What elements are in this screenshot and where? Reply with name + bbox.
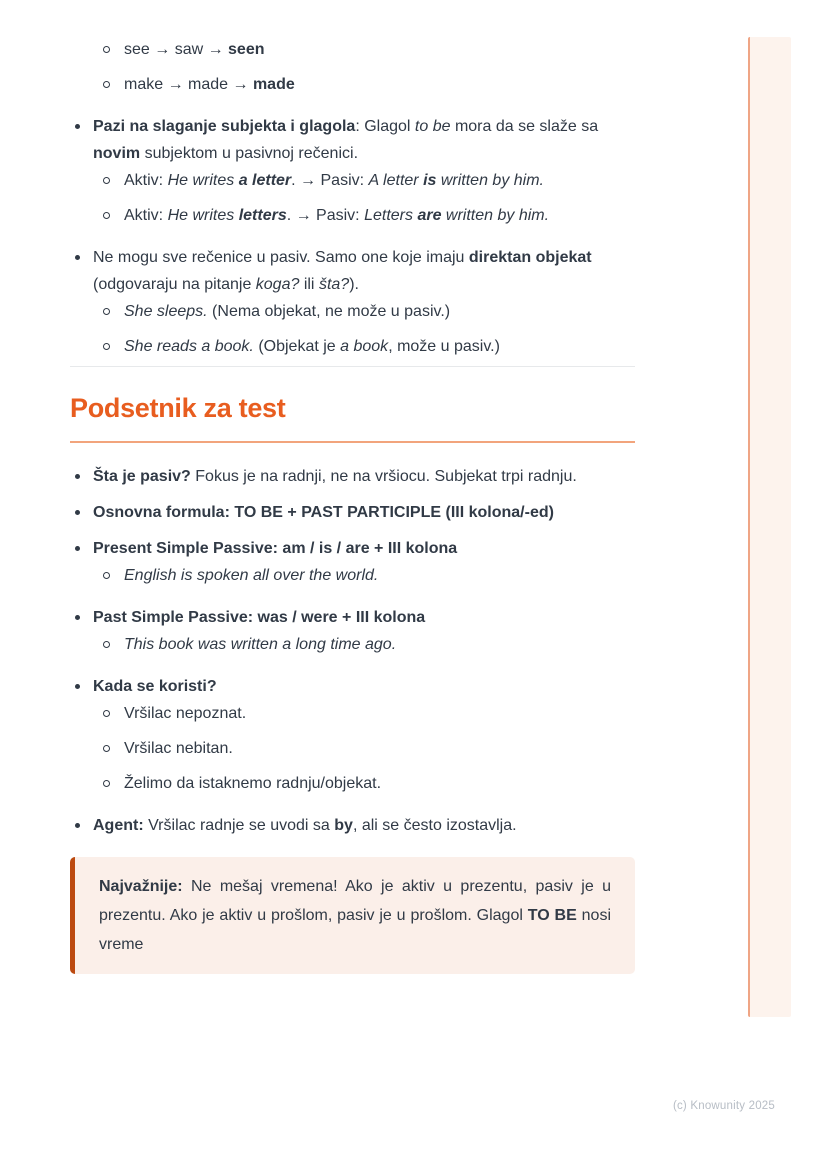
list-item <box>70 113 635 167</box>
list-item <box>70 770 635 797</box>
text-segment: written by him. <box>436 172 544 189</box>
text-segment: Vršilac nebitan. <box>124 740 233 757</box>
list-item <box>70 167 635 194</box>
bullet-icon <box>75 684 80 689</box>
bullet-marker <box>103 167 124 184</box>
bullet-marker <box>103 298 124 315</box>
list-item <box>70 244 635 298</box>
list-item-text <box>124 298 635 325</box>
text-segment: (Nema objekat, ne može u pasiv.) <box>207 303 451 320</box>
list-item-text <box>124 770 635 797</box>
list-item-text <box>124 71 635 98</box>
important-callout <box>70 857 635 974</box>
text-segment: Aktiv: <box>124 172 168 189</box>
text-segment: Pazi na slaganje subjekta i glagola <box>93 118 356 135</box>
text-segment: Najvažnije: <box>99 878 183 895</box>
text-segment: letters <box>238 207 287 224</box>
circle-bullet-icon <box>103 780 110 787</box>
page-title: Podsetnik za test <box>70 391 635 443</box>
circle-bullet-icon <box>103 572 110 579</box>
copyright-text: (c) Knowunity 2025 <box>672 1100 775 1112</box>
list-item <box>70 604 635 631</box>
list-item <box>70 735 635 762</box>
text-segment: English is spoken all over the world. <box>124 567 379 584</box>
text-segment: (Objekat je <box>253 338 341 355</box>
circle-bullet-icon <box>103 343 110 350</box>
text-segment: novim <box>93 145 141 162</box>
circle-bullet-icon <box>103 308 110 315</box>
bullet-list <box>70 36 635 360</box>
bullet-marker <box>75 673 93 689</box>
text-segment: a book <box>340 338 389 355</box>
text-segment: Aktiv: <box>124 207 168 224</box>
text-segment: This book was written a long time ago. <box>124 636 397 653</box>
text-segment: subjektom u pasivnoj rečenici. <box>140 145 359 162</box>
list-item-text <box>93 499 635 526</box>
text-segment: koga? <box>255 276 300 293</box>
circle-bullet-icon <box>103 710 110 717</box>
text-segment: Past Simple Passive: was / were + III kolona <box>93 609 426 626</box>
bullet-marker <box>75 812 93 828</box>
list-item-text <box>124 631 635 658</box>
text-segment: Vršilac nepoznat. <box>124 705 247 722</box>
text-segment: She sleeps. <box>124 303 208 320</box>
text-segment: Letters <box>364 207 418 224</box>
list-item <box>70 202 635 229</box>
text-segment: TO BE <box>527 907 577 924</box>
bullet-marker <box>75 244 93 260</box>
text-segment: He writes <box>167 172 239 189</box>
list-item <box>70 562 635 589</box>
list-item-text <box>93 244 635 298</box>
text-segment: mora da se slaže sa <box>450 118 599 135</box>
circle-bullet-icon <box>103 641 110 648</box>
circle-bullet-icon <box>103 81 110 88</box>
list-item-text <box>124 333 635 360</box>
list-item-text <box>124 735 635 762</box>
text-segment: Vršilac radnje se uvodi sa <box>143 817 335 834</box>
text-segment: direktan objekat <box>468 249 592 266</box>
bullet-icon <box>75 823 80 828</box>
text-segment: A letter <box>368 172 424 189</box>
bullet-marker <box>103 71 124 88</box>
text-segment: by <box>334 817 353 834</box>
list-item <box>70 535 635 562</box>
bullet-marker <box>103 562 124 579</box>
list-item-text <box>124 36 635 63</box>
bullet-marker <box>103 700 124 717</box>
list-item-text <box>93 113 635 167</box>
text-segment: Fokus je na radnji, ne na vršiocu. Subjekat trpi radnju. <box>190 468 577 485</box>
list-item-text <box>93 535 635 562</box>
list-item-text <box>124 202 635 229</box>
list-item <box>70 463 635 490</box>
bullet-icon <box>75 124 80 129</box>
bullet-marker <box>75 499 93 515</box>
text-segment: Agent: <box>93 817 144 834</box>
bullet-marker <box>75 113 93 129</box>
bullet-icon <box>75 546 80 551</box>
text-segment: Šta je pasiv? <box>93 468 191 485</box>
text-segment: . → Pasiv: <box>286 207 365 224</box>
text-segment: , ali se često izostavlja. <box>352 817 517 834</box>
bullet-marker <box>103 333 124 350</box>
bullet-marker <box>75 463 93 479</box>
text-segment: written by him. <box>441 207 550 224</box>
text-segment: Želimo da istaknemo radnju/objekat. <box>124 775 382 792</box>
text-segment: is <box>423 172 437 189</box>
text-segment: are <box>417 207 442 224</box>
circle-bullet-icon <box>103 46 110 53</box>
list-item <box>70 71 635 98</box>
text-segment: . → Pasiv: <box>291 172 369 189</box>
list-item <box>70 700 635 727</box>
text-segment: nosi vreme <box>99 907 612 953</box>
bullet-icon <box>75 510 80 515</box>
bullet-marker <box>75 604 93 620</box>
document-content <box>70 36 635 974</box>
bullet-marker <box>75 535 93 551</box>
list-item <box>70 499 635 526</box>
circle-bullet-icon <box>103 177 110 184</box>
bullet-icon <box>75 615 80 620</box>
text-segment: see → saw → <box>124 41 229 58</box>
text-segment: šta? <box>318 276 350 293</box>
text-segment: : Glagol <box>355 118 415 135</box>
text-segment: ). <box>349 276 359 293</box>
section-divider <box>70 366 635 367</box>
bullet-list <box>70 463 635 839</box>
bullet-marker <box>103 631 124 648</box>
text-segment: Kada se koristi? <box>93 678 217 695</box>
bullet-marker <box>103 202 124 219</box>
list-item-text <box>124 562 635 589</box>
text-segment: Ne mešaj vremena! Ako je aktiv u prezentu, pasiv je u prezentu. Ako je aktiv u prošlom, pasiv je u prošlom. Glagol <box>99 878 611 924</box>
page-edge-strip <box>748 37 791 1017</box>
text-segment: made <box>252 76 295 93</box>
list-item-text <box>124 167 635 194</box>
text-segment: , može u pasiv.) <box>388 338 500 355</box>
list-item-text <box>93 673 635 700</box>
text-segment: Ne mogu sve rečenice u pasiv. Samo one koje imaju <box>93 249 469 266</box>
text-segment: She reads a book. <box>124 338 254 355</box>
bullet-icon <box>75 255 80 260</box>
bullet-icon <box>75 474 80 479</box>
list-item <box>70 673 635 700</box>
bullet-marker <box>103 735 124 752</box>
list-item <box>70 812 635 839</box>
callout-text <box>99 878 611 953</box>
list-item <box>70 631 635 658</box>
list-item <box>70 298 635 325</box>
list-item <box>70 333 635 360</box>
text-segment: Osnovna formula: TO BE + PAST PARTICIPLE (III kolona/-ed) <box>93 504 554 521</box>
list-item-text <box>93 812 635 839</box>
circle-bullet-icon <box>103 212 110 219</box>
text-segment: He writes <box>167 207 239 224</box>
circle-bullet-icon <box>103 745 110 752</box>
list-item <box>70 36 635 63</box>
text-segment: Present Simple Passive: am / is / are + III kolona <box>93 540 458 557</box>
bullet-marker <box>103 36 124 53</box>
text-segment: (odgovaraju na pitanje <box>93 276 256 293</box>
text-segment: make → made → <box>124 76 253 93</box>
text-segment: a letter <box>238 172 292 189</box>
list-item-text <box>93 463 635 490</box>
list-item-text <box>93 604 635 631</box>
text-segment: to be <box>414 118 451 135</box>
text-segment: seen <box>228 41 265 58</box>
text-segment: ili <box>299 276 319 293</box>
bullet-marker <box>103 770 124 787</box>
list-item-text <box>124 700 635 727</box>
